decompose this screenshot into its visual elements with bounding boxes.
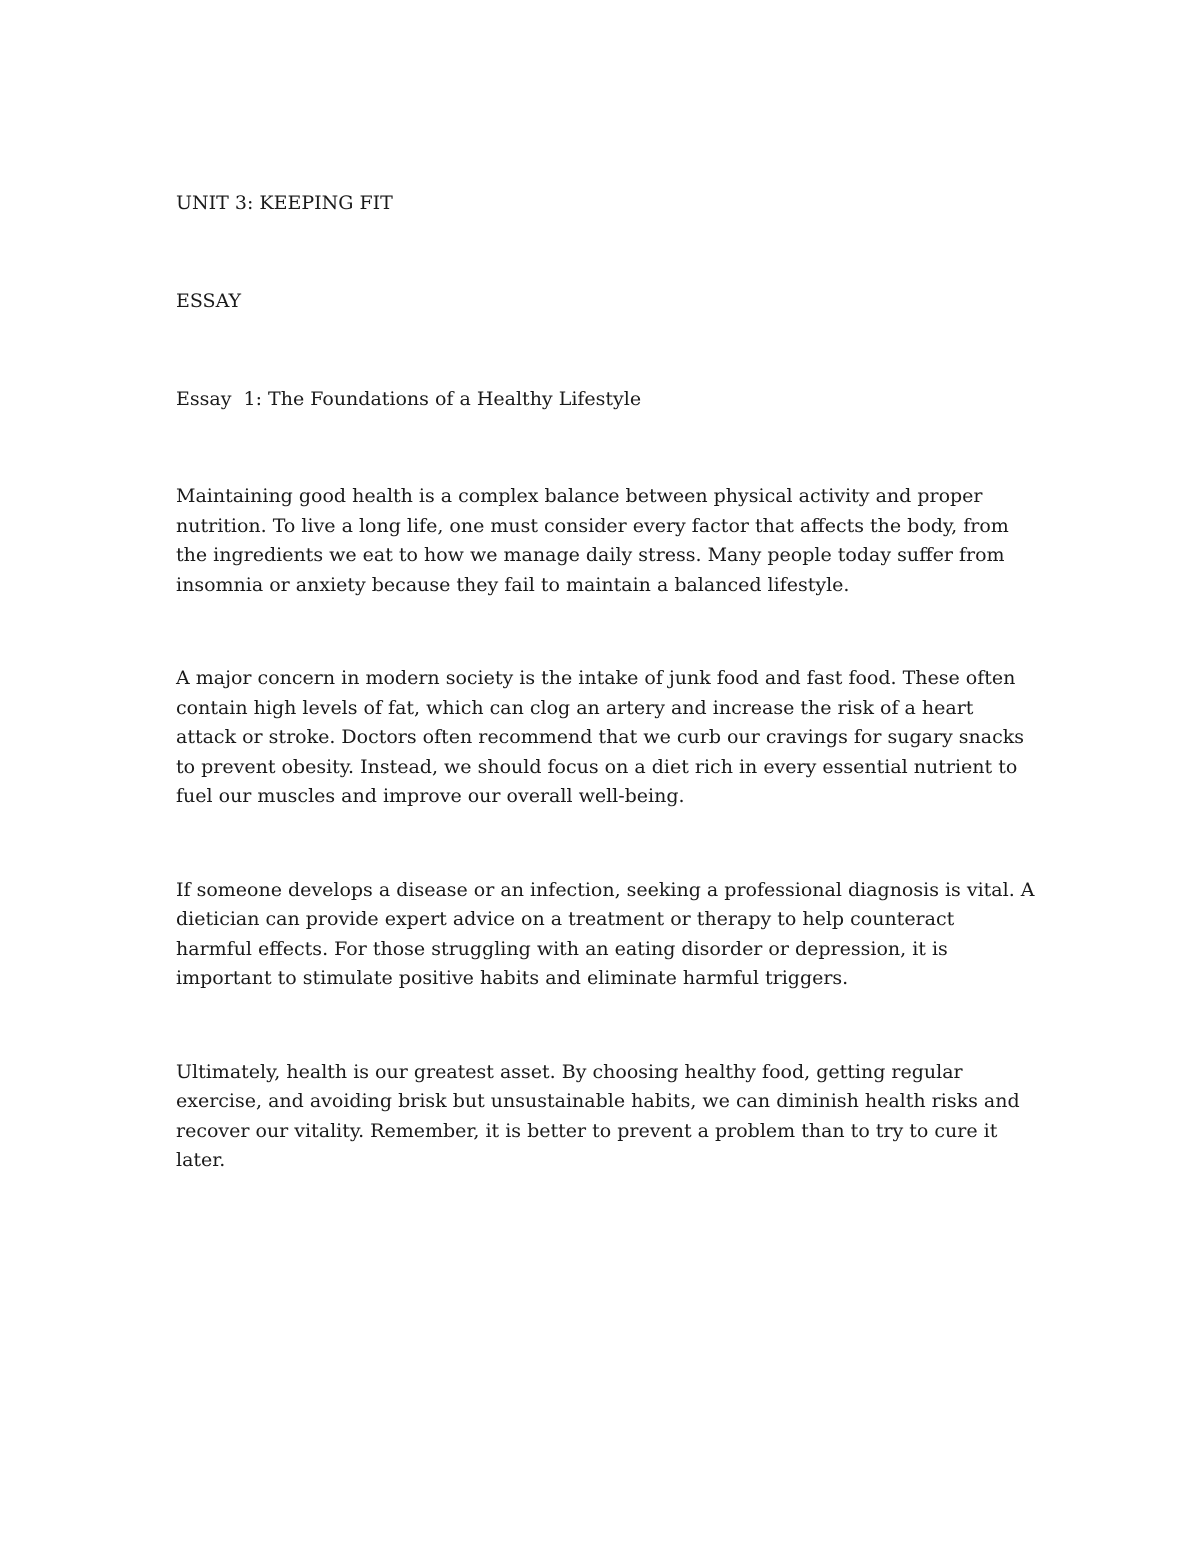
paragraph-1: Maintaining good health is a complex balance between physical activity and proper nutrition. To live a long life, one must consider every factor that affects the body, from the ingredients we eat to how we manage daily stress. Many people today suffer from insomnia or anxiety because they fail to maintain a balanced lifestyle. xyxy=(176,485,1009,596)
paragraph-3: If someone develops a disease or an infection, seeking a professional diagnosis is vital. A dietician can provide expert advice on a treatment or therapy to help counteract harmful effects. For those struggling with an eating disorder or depression, it is important to stimulate positive habits and eliminate harmful triggers. xyxy=(176,878,1035,989)
paragraph-2: A major concern in modern society is the intake of junk food and fast food. These often contain high levels of fat, which can clog an artery and increase the risk of a heart attack or stroke. Doctors often recommend that we curb our cravings for sugary snacks to prevent obesity. Instead, we should focus on a diet rich in every essential nutrient to fuel our muscles and improve our overall well-being. xyxy=(176,667,1025,807)
paragraph-4: Ultimately, health is our greatest asset. By choosing healthy food, getting regular exercise, and avoiding brisk but unsustainable habits, we can diminish health risks and recover our vitality. Remember, it is better to prevent a problem than to try to cure it later. xyxy=(176,1060,1020,1171)
unit-heading: UNIT 3: KEEPING FIT xyxy=(176,192,393,214)
essay-title: Essay 1: The Foundations of a Healthy Lifestyle xyxy=(176,388,642,410)
document-body xyxy=(176,188,1036,1240)
section-label: ESSAY xyxy=(176,290,242,312)
